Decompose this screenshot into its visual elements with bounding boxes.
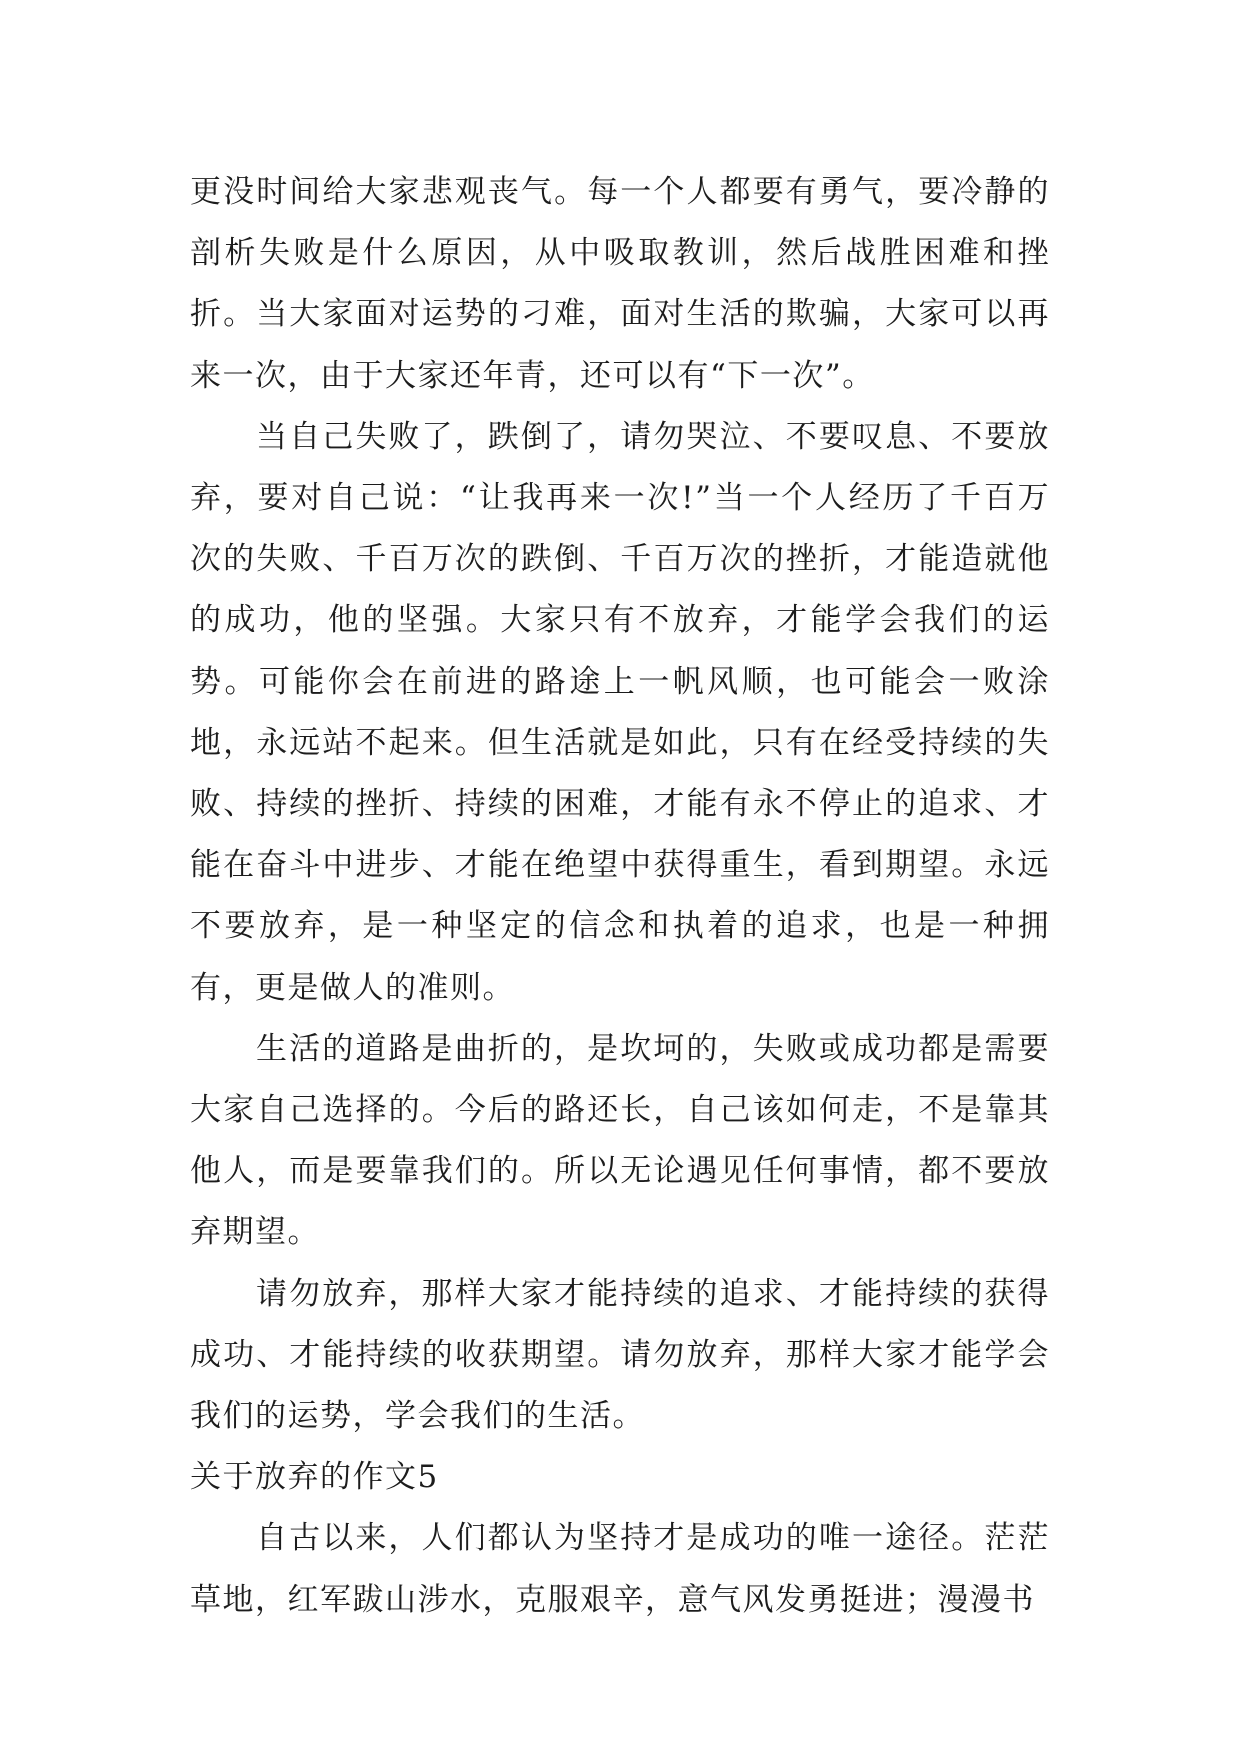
paragraph: 生活的道路是曲折的，是坎坷的，失败或成功都是需要大家自己选择的。今后的路还长，自己该如何走，不是靠其他人，而是要靠我们的。所以无论遇见任何事情，都不要放弃期望。 <box>190 1030 1050 1251</box>
paragraph: 当自己失败了，跌倒了，请勿哭泣、不要叹息、不要放弃，要对自己说：“让我再来一次!”当一个人经历了千百万次的失败、千百万次的跌倒、千百万次的挫折，才能造就他的成功，他的坚强。大家只有不放弃，才能学会我们的运势。可能你会在前进的路途上一帆风顺，也可能会一败涂地，永远站不起来。但生活就是如此，只有在经受持续的失败、持续的挫折、持续的困难，才能有永不停止的追求、才能在奋斗中进步、才能在绝望中获得重生，看到期望。永远不要放弃，是一种坚定的信念和执着的追求，也是一种拥有，更是做人的准则。 <box>190 418 1050 1006</box>
section-heading: 关于放弃的作文5 <box>190 1459 439 1496</box>
document-body <box>190 162 1050 1631</box>
paragraph: 请勿放弃，那样大家才能持续的追求、才能持续的获得成功、才能持续的收获期望。请勿放弃，那样大家才能学会我们的运势，学会我们的生活。 <box>190 1275 1050 1435</box>
paragraph-continuation: 更没时间给大家悲观丧气。每一个人都要有勇气，要冷静的剖析失败是什么原因，从中吸取教训，然后战胜困难和挫折。当大家面对运势的刁难，面对生活的欺骗，大家可以再来一次，由于大家还年青，还可以有“下一次”。 <box>190 174 1050 394</box>
paragraph: 自古以来，人们都认为坚持才是成功的唯一途径。茫茫草地，红军跋山涉水，克服艰辛，意气风发勇挺进；漫漫书 <box>190 1520 1050 1618</box>
